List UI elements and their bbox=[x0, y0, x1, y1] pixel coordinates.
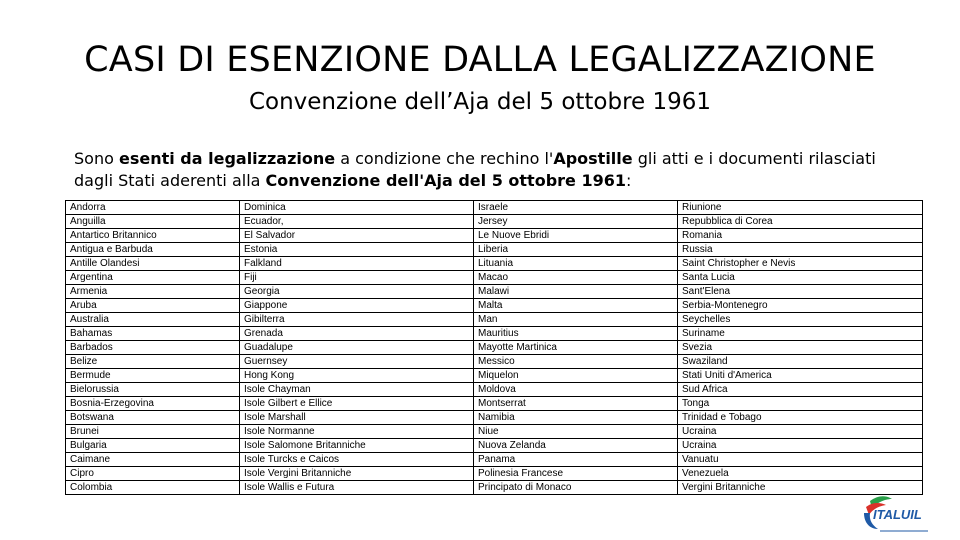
table-row bbox=[66, 453, 923, 467]
country-cell: Messico bbox=[474, 355, 678, 369]
country-cell: Lituania bbox=[474, 257, 678, 271]
country-cell: Vanuatu bbox=[678, 453, 923, 467]
country-cell: Jersey bbox=[474, 215, 678, 229]
country-cell: Estonia bbox=[240, 243, 474, 257]
country-cell: Caimane bbox=[66, 453, 240, 467]
country-cell: Hong Kong bbox=[240, 369, 474, 383]
country-cell: Guernsey bbox=[240, 355, 474, 369]
countries-table-body bbox=[66, 201, 923, 495]
intro-text-4: : bbox=[626, 171, 632, 190]
table-row bbox=[66, 257, 923, 271]
intro-text-3: gli atti e i documenti rilasciati dagli Stati aderenti alla bbox=[74, 149, 876, 190]
table-row bbox=[66, 327, 923, 341]
table-row bbox=[66, 397, 923, 411]
country-cell: Ucraina bbox=[678, 425, 923, 439]
country-cell: Niue bbox=[474, 425, 678, 439]
countries-table bbox=[65, 200, 923, 495]
country-cell: Falkland bbox=[240, 257, 474, 271]
country-cell: Russia bbox=[678, 243, 923, 257]
country-cell: Gibilterra bbox=[240, 313, 474, 327]
country-cell: Ucraina bbox=[678, 439, 923, 453]
country-cell: Sud Africa bbox=[678, 383, 923, 397]
country-cell: Svezia bbox=[678, 341, 923, 355]
country-cell: Mauritius bbox=[474, 327, 678, 341]
intro-bold-apostille: Apostille bbox=[553, 149, 633, 168]
country-cell: Guadalupe bbox=[240, 341, 474, 355]
country-cell: Vergini Britanniche bbox=[678, 481, 923, 495]
table-row bbox=[66, 369, 923, 383]
intro-bold-convention: Convenzione dell'Aja del 5 ottobre 1961 bbox=[265, 171, 626, 190]
country-cell: Suriname bbox=[678, 327, 923, 341]
country-cell: Serbia-Montenegro bbox=[678, 299, 923, 313]
country-cell: Le Nuove Ebridi bbox=[474, 229, 678, 243]
country-cell: El Salvador bbox=[240, 229, 474, 243]
table-row bbox=[66, 229, 923, 243]
table-row bbox=[66, 201, 923, 215]
country-cell: Georgia bbox=[240, 285, 474, 299]
table-row bbox=[66, 383, 923, 397]
country-cell: Principato di Monaco bbox=[474, 481, 678, 495]
country-cell: Bahamas bbox=[66, 327, 240, 341]
country-cell: Bulgaria bbox=[66, 439, 240, 453]
country-cell: Antille Olandesi bbox=[66, 257, 240, 271]
country-cell: Seychelles bbox=[678, 313, 923, 327]
country-cell: Isole Chayman bbox=[240, 383, 474, 397]
country-cell: Sant'Elena bbox=[678, 285, 923, 299]
table-row bbox=[66, 411, 923, 425]
country-cell: Isole Normanne bbox=[240, 425, 474, 439]
country-cell: Stati Uniti d'America bbox=[678, 369, 923, 383]
country-cell: Venezuela bbox=[678, 467, 923, 481]
table-row bbox=[66, 299, 923, 313]
country-cell: Swaziland bbox=[678, 355, 923, 369]
intro-bold-exempt: esenti da legalizzazione bbox=[118, 149, 336, 168]
country-cell: Isole Wallis e Futura bbox=[240, 481, 474, 495]
table-row bbox=[66, 313, 923, 327]
country-cell: Cipro bbox=[66, 467, 240, 481]
country-cell: Belize bbox=[66, 355, 240, 369]
country-cell: Isole Salomone Britanniche bbox=[240, 439, 474, 453]
country-cell: Fiji bbox=[240, 271, 474, 285]
country-cell: Isole Gilbert e Ellice bbox=[240, 397, 474, 411]
page-title: CASI DI ESENZIONE DALLA LEGALIZZAZIONE bbox=[84, 40, 876, 80]
table-row bbox=[66, 215, 923, 229]
country-cell: Trinidad e Tobago bbox=[678, 411, 923, 425]
country-cell: Bosnia-Erzegovina bbox=[66, 397, 240, 411]
table-row bbox=[66, 285, 923, 299]
intro-paragraph bbox=[74, 148, 904, 192]
country-cell: Miquelon bbox=[474, 369, 678, 383]
country-cell: Australia bbox=[66, 313, 240, 327]
page-subtitle: Convenzione dell’Aja del 5 ottobre 1961 bbox=[248, 89, 712, 115]
country-cell: Repubblica di Corea bbox=[678, 215, 923, 229]
country-cell: Mayotte Martinica bbox=[474, 341, 678, 355]
country-cell: Argentina bbox=[66, 271, 240, 285]
country-cell: Panama bbox=[474, 453, 678, 467]
country-cell: Isole Marshall bbox=[240, 411, 474, 425]
country-cell: Malta bbox=[474, 299, 678, 313]
country-cell: Giappone bbox=[240, 299, 474, 313]
country-cell: Santa Lucia bbox=[678, 271, 923, 285]
table-row bbox=[66, 425, 923, 439]
country-cell: Bermude bbox=[66, 369, 240, 383]
country-cell: Ecuador, bbox=[240, 215, 474, 229]
country-cell: Grenada bbox=[240, 327, 474, 341]
country-cell: Bielorussia bbox=[66, 383, 240, 397]
country-cell: Botswana bbox=[66, 411, 240, 425]
logo-wordmark: ITALUIL bbox=[873, 507, 922, 522]
country-cell: Malawi bbox=[474, 285, 678, 299]
country-cell: Antartico Britannico bbox=[66, 229, 240, 243]
country-cell: Aruba bbox=[66, 299, 240, 313]
country-cell: Colombia bbox=[66, 481, 240, 495]
table-row bbox=[66, 467, 923, 481]
country-cell: Anguilla bbox=[66, 215, 240, 229]
country-cell: Moldova bbox=[474, 383, 678, 397]
intro-text-1: Sono bbox=[74, 149, 119, 168]
ital-uil-logo bbox=[860, 493, 932, 537]
country-cell: Polinesia Francese bbox=[474, 467, 678, 481]
country-cell: Barbados bbox=[66, 341, 240, 355]
country-cell: Israele bbox=[474, 201, 678, 215]
table-row bbox=[66, 341, 923, 355]
country-cell: Namibia bbox=[474, 411, 678, 425]
country-cell: Liberia bbox=[474, 243, 678, 257]
country-cell: Saint Christopher e Nevis bbox=[678, 257, 923, 271]
country-cell: Dominica bbox=[240, 201, 474, 215]
country-cell: Montserrat bbox=[474, 397, 678, 411]
intro-text-2: a condizione che rechino l' bbox=[335, 149, 554, 168]
country-cell: Brunei bbox=[66, 425, 240, 439]
country-cell: Romania bbox=[678, 229, 923, 243]
country-cell: Man bbox=[474, 313, 678, 327]
table-row bbox=[66, 355, 923, 369]
country-cell: Antigua e Barbuda bbox=[66, 243, 240, 257]
table-row bbox=[66, 481, 923, 495]
country-cell: Nuova Zelanda bbox=[474, 439, 678, 453]
country-cell: Macao bbox=[474, 271, 678, 285]
country-cell: Andorra bbox=[66, 201, 240, 215]
table-row bbox=[66, 243, 923, 257]
country-cell: Isole Turcks e Caicos bbox=[240, 453, 474, 467]
country-cell: Isole Vergini Britanniche bbox=[240, 467, 474, 481]
country-cell: Tonga bbox=[678, 397, 923, 411]
table-row bbox=[66, 439, 923, 453]
country-cell: Riunione bbox=[678, 201, 923, 215]
country-cell: Armenia bbox=[66, 285, 240, 299]
table-row bbox=[66, 271, 923, 285]
